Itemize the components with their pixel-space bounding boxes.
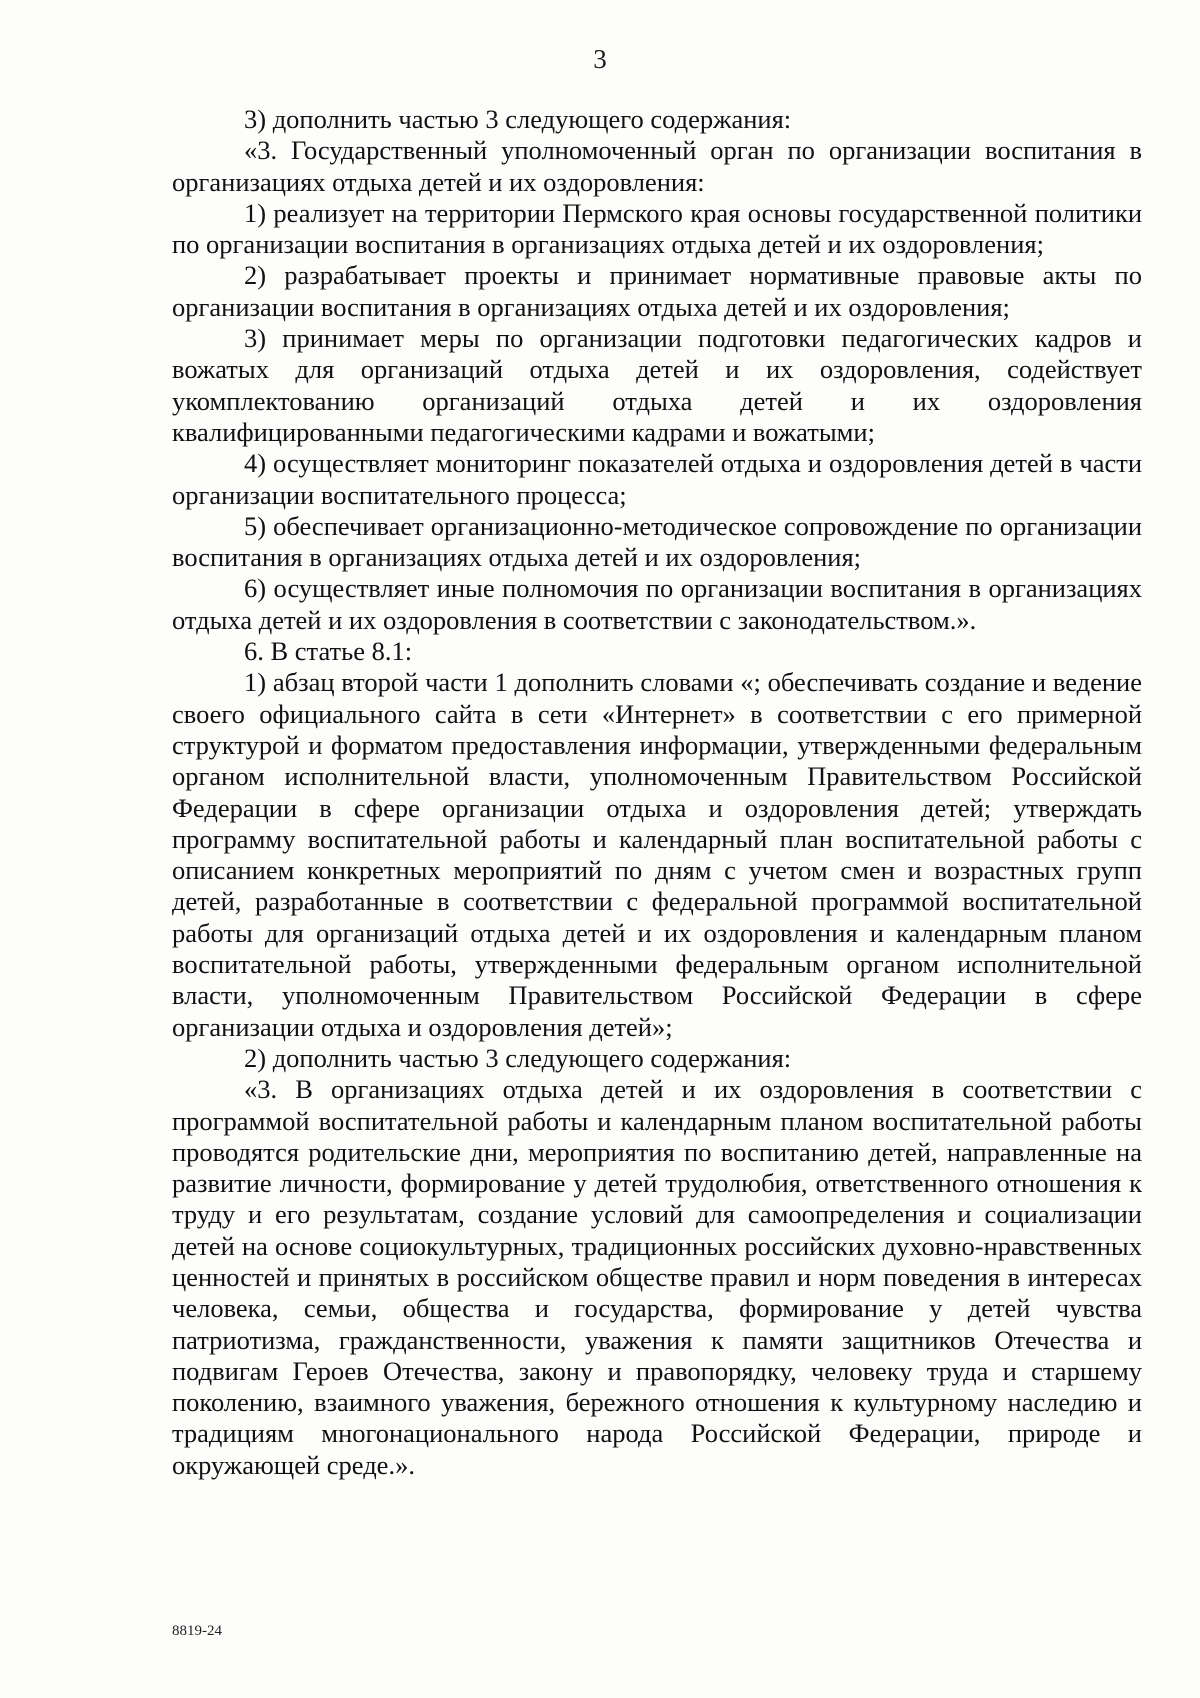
paragraph: 1) абзац второй части 1 дополнить словами «; обеспечивать создание и ведение своего официального сайта в сети «Интернет» в соответствии с его примерной структурой и форматом предоставления информации, утвержденными федеральным органом исполнительной власти, уполномоченным Правительством Российской Федерации в сфере организации отдыха и оздоровления детей; утверждать программу воспитательной работы и календарный план воспитательной работы с описанием конкретных мероприятий по дням с учетом смен и возрастных групп детей, разработанные в соответствии с федеральной программой воспитательной работы для организаций отдыха детей и их оздоровления и календарным планом воспитательной работы, утвержденными федеральным органом исполнительной власти, уполномоченным Правительством Российской Федерации в сфере организации отдыха и оздоровления детей»; bbox=[172, 667, 1142, 1042]
paragraph: 3) принимает меры по организации подготовки педагогических кадров и вожатых для организаций отдыха детей и их оздоровления, содействует укомплектованию организаций отдыха детей и их оздоровления квалифицированными педагогическими кадрами и вожатыми; bbox=[172, 323, 1142, 447]
paragraph: 5) обеспечивает организационно-методическое сопровождение по организации воспитания в организациях отдыха детей и их оздоровления; bbox=[172, 510, 1142, 573]
document-code: 8819-24 bbox=[172, 1623, 222, 1639]
paragraph: 3) дополнить частью 3 следующего содержания: bbox=[244, 104, 792, 134]
page-number: 3 bbox=[593, 44, 607, 74]
paragraph: 6. В статье 8.1: bbox=[244, 636, 413, 667]
paragraph: 1) реализует на территории Пермского края основы государственной политики по организации воспитания в организациях отдыха детей и их оздоровления; bbox=[172, 197, 1142, 260]
document-body bbox=[172, 104, 1142, 1481]
paragraph: 6) осуществляет иные полномочия по организации воспитания в организациях отдыха детей и их оздоровления в соответствии с законодательством.». bbox=[172, 573, 1142, 635]
paragraph: 4) осуществляет мониторинг показателей отдыха и оздоровления детей в части организации воспитательного процесса; bbox=[172, 448, 1142, 510]
paragraph: «3. Государственный уполномоченный орган по организации воспитания в организациях отдыха детей и их оздоровления: bbox=[172, 135, 1142, 197]
paragraph: 2) разрабатывает проекты и принимает нормативные правовые акты по организации воспитания в организациях отдыха детей и их оздоровления; bbox=[172, 260, 1142, 322]
paragraph: 2) дополнить частью 3 следующего содержания: bbox=[244, 1042, 792, 1073]
paragraph: «3. В организациях отдыха детей и их оздоровления в соответствии с программой воспитательной работы и календарным планом воспитательной работы проводятся родительские дни, мероприятия по воспитанию детей, направленные на развитие личности, формирование у детей трудолюбия, ответственного отношения к труду и его результатам, создание условий для самоопределения и социализации детей на основе социокультурных, традиционных российских духовно-нравственных ценностей и принятых в российском обществе правил и норм поведения в интересах человека, семьи, общества и государства, формирование у детей чувства патриотизма, гражданственности, уважения к памяти защитников Отечества и подвигам Героев Отечества, закону и правопорядку, человеку труда и старшему поколению, взаимного уважения, бережного отношения к культурному наследию и традициям многонационального народа Российской Федерации, природе и окружающей среде.». bbox=[172, 1074, 1142, 1480]
